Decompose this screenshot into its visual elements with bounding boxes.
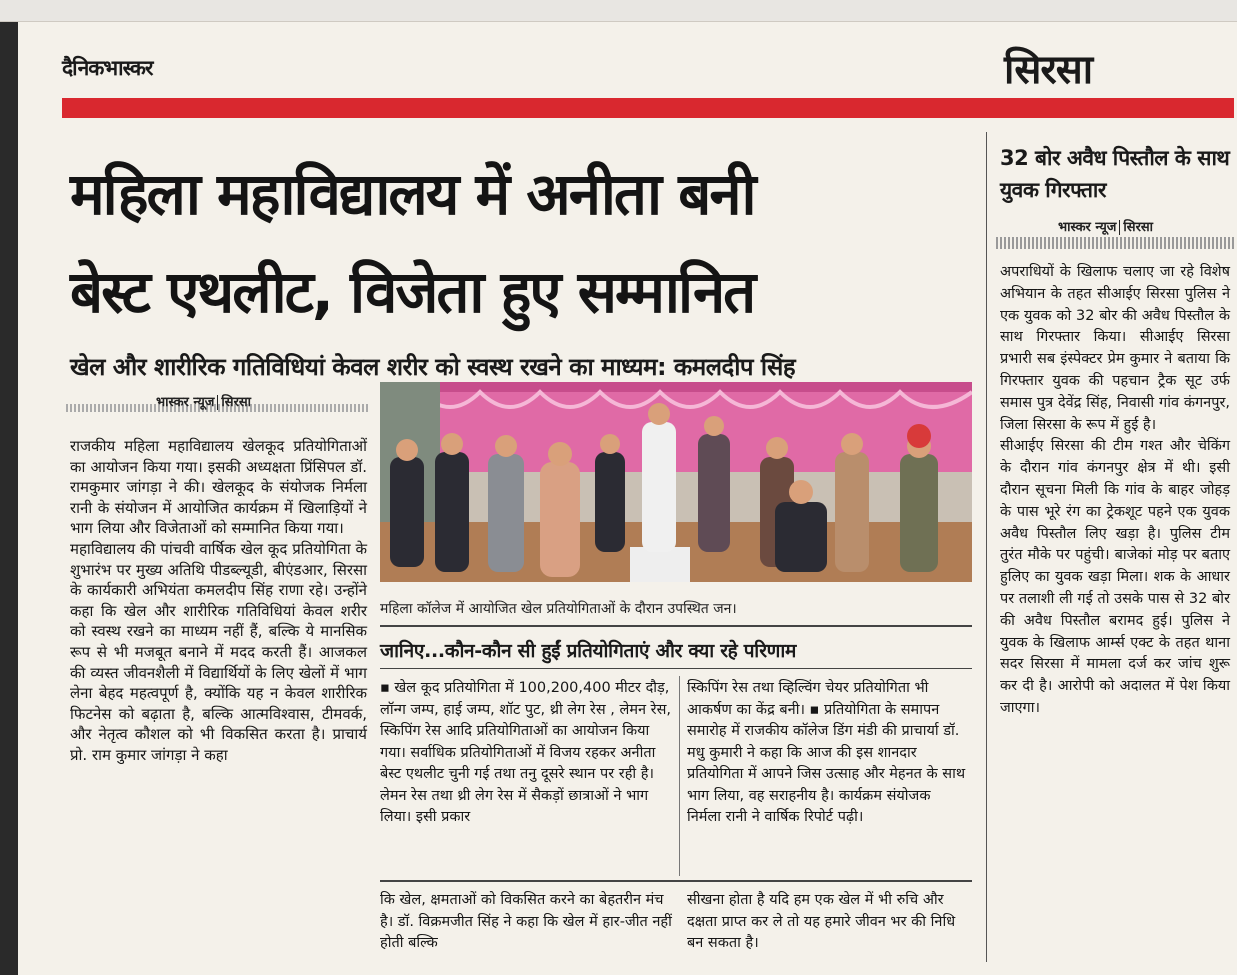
top-strip (0, 0, 1237, 22)
headline-line-2: बेस्ट एथलीट, विजेता हुए सम्मानित (70, 258, 755, 326)
byline-city: सिरसा (221, 395, 252, 410)
box-top-rule (380, 625, 972, 627)
subheadline: खेल और शारीरिक गतिविधियां केवल शरीर को स्वस्थ रखने का माध्यम: कमलदीप सिंह (70, 353, 796, 381)
box-bottom-rule (380, 880, 972, 882)
event-photo (380, 382, 972, 582)
side-story-body (1000, 262, 1230, 720)
headline-line-1: महिला महाविद्यालय में अनीता बनी (70, 160, 755, 228)
side-story-divider (986, 132, 987, 962)
box-title: जानिए...कौन-कौन सी हुईं प्रतियोगिताएं और क्या रहे परिणाम (380, 640, 797, 662)
left-article-column (70, 436, 367, 766)
main-byline (156, 392, 251, 410)
box-column-1: ▪ खेल कूद प्रतियोगिता में 100,200,400 मीटर दौड़, लॉन्ग जम्प, हाई जम्प, शॉट पुट, थ्री लेग रेस , लेमन रेस, स्किपिंग रेस आदि प्रतियोगिताओं का आयोजन किया गया। सर्वाधिक प्रतियोगिताओं में विजय रहकर अनीता बेस्ट एथलीट चुनी गई तथा तनु दूसरे स्थान पर रही है। लेमन रेस तथा थ्री लेग रेस में सैकड़ों छात्राओं ने भाग लिया। इसी प्रकार (380, 680, 671, 825)
side-paragraph-1: अपराधियों के खिलाफ चलाए जा रहे विशेष अभियान के तहत सीआईए सिरसा पुलिस ने एक युवक को 32 बोर की अवैध पिस्तौल के साथ गिरफ्तार किया। सीआईए सिरसा प्रभारी सब इंस्पेक्टर प्रेम कुमार ने बताया कि गिरफ्तार युवक की पहचान ट्रैक सूट उर्फ समास पुत्र देवेंद्र सिंह, निवासी गांव कंगनपुर, जिला सिरसा के रूप में हुई है। (1000, 264, 1230, 433)
newspaper-masthead: दैनिकभास्कर (62, 56, 153, 80)
side-story-byline (1058, 217, 1153, 235)
photo-caption: महिला कॉलेज में आयोजित खेल प्रतियोगिताओं के दौरान उपस्थित जन। (380, 601, 737, 617)
box-column-divider (679, 676, 680, 876)
side-paragraph-2: सीआईए सिरसा की टीम गश्त और चेकिंग के दौरान गांव कंगनपुर क्षेत्र में थी। इसी दौरान सूचना मिली कि गांव के बाहर जोहड़ के पास भूरे रंग का ट्रेकशूट पहने एक युवक अवैध पिस्तौल लिए खड़ा है। पुलिस टीम तुरंत मौके पर पहुंची। बाजेकां मोड़ पर बताए हुलिए का युवक खड़ा मिला। शक के आधार पर तलाशी ली गई तो उसके पास से 32 बोर की अवैध पिस्तौल बरामद हुई। पुलिस ने युवक के खिलाफ आर्म्स एक्ट के तहत थाना सदर सिरसा में मामला दर्ज कर जांच शुरू कर दी है। आरोपी को अदालत में पेश किया जाएगा। (1000, 438, 1230, 716)
left-paragraph-1: राजकीय महिला महाविद्यालय खेलकूद प्रतियोगिताओं का आयोजन किया गया। इसकी अध्यक्षता प्रिंसिपल डॉ. रामकुमार जांगड़ा ने की। खेलकूद के संयोजक निर्मला रानी के संयोजन में आयोजित कार्यक्रम में खिलाड़ियों ने भाग लिया और विजेताओं को सम्मानित किया गया। (70, 437, 367, 538)
red-header-bar (62, 98, 1234, 118)
box-title-rule (380, 668, 972, 669)
side-story-headline: 32 बोर अवैध पिस्तौल के साथ युवक गिरफ्तार (1000, 146, 1230, 202)
left-paragraph-2: महाविद्यालय की पांचवी वार्षिक खेल कूद प्रतियोगिता के शुभारंभ पर मुख्य अतिथि पीडब्ल्यूडी, बीएंडआर, सिरसा के कार्यकारी अभियंता कमलदीप सिंह राणा रहे। उन्होंने कहा कि खेल और शारीरिक गतिविधियां केवल शरीर को स्वस्थ रखने का माध्यम नहीं हैं, बल्कि ये मानसिक रूप से भी मजबूत बनाने में मदद करती हैं। आजकल की व्यस्त जीवनशैली में विद्यार्थियों के लिए खेलों में भाग लेना बेहद महत्वपूर्ण है, क्योंकि यह न केवल शारीरिक फिटनेस को बढ़ाता है, बल्कि आत्मविश्वास, टीमवर्क, और नेतृत्व कौशल को भी विकसित करता है। प्राचार्य प्रो. राम कुमार जांगड़ा ने कहा (70, 539, 367, 764)
city-section-title: सिरसा (1004, 47, 1093, 93)
side-byline-city: सिरसा (1123, 220, 1154, 235)
bottom-column-1: कि खेल, क्षमताओं को विकसित करने का बेहतरीन मंच है। डॉ. विक्रमजीत सिंह ने कहा कि खेल में हार-जीत नहीं होती बल्कि (380, 892, 672, 951)
bottom-column-2: सीखना होता है यदि हम एक खेल में भी रुचि और दक्षता प्राप्त कर ले तो यह हमारे जीवन भर की निधि बन सकता है। (687, 892, 956, 951)
byline-agency: भास्कर न्यूज (156, 395, 215, 410)
side-byline-pattern-bar (996, 237, 1234, 249)
side-byline-agency: भास्कर न्यूज (1058, 220, 1117, 235)
box-column-2: स्किपिंग रेस तथा व्हिल्विंग चेयर प्रतियोगिता भी आकर्षण का केंद्र बनी। ▪ प्रतियोगिता के समापन समारोह में राजकीय कॉलेज डिंग मंडी की प्राचार्या डॉ. मधु कुमारी ने कहा कि आज की इस शानदार प्रतियोगिता में आपने जिस उत्साह और मेहनत के साथ भाग लिया, वह सराहनीय है। कार्यक्रम संयोजक निर्मला रानी ने वार्षिक रिपोर्ट पढ़ी। (687, 680, 966, 825)
event-photo-illustration (380, 382, 972, 582)
